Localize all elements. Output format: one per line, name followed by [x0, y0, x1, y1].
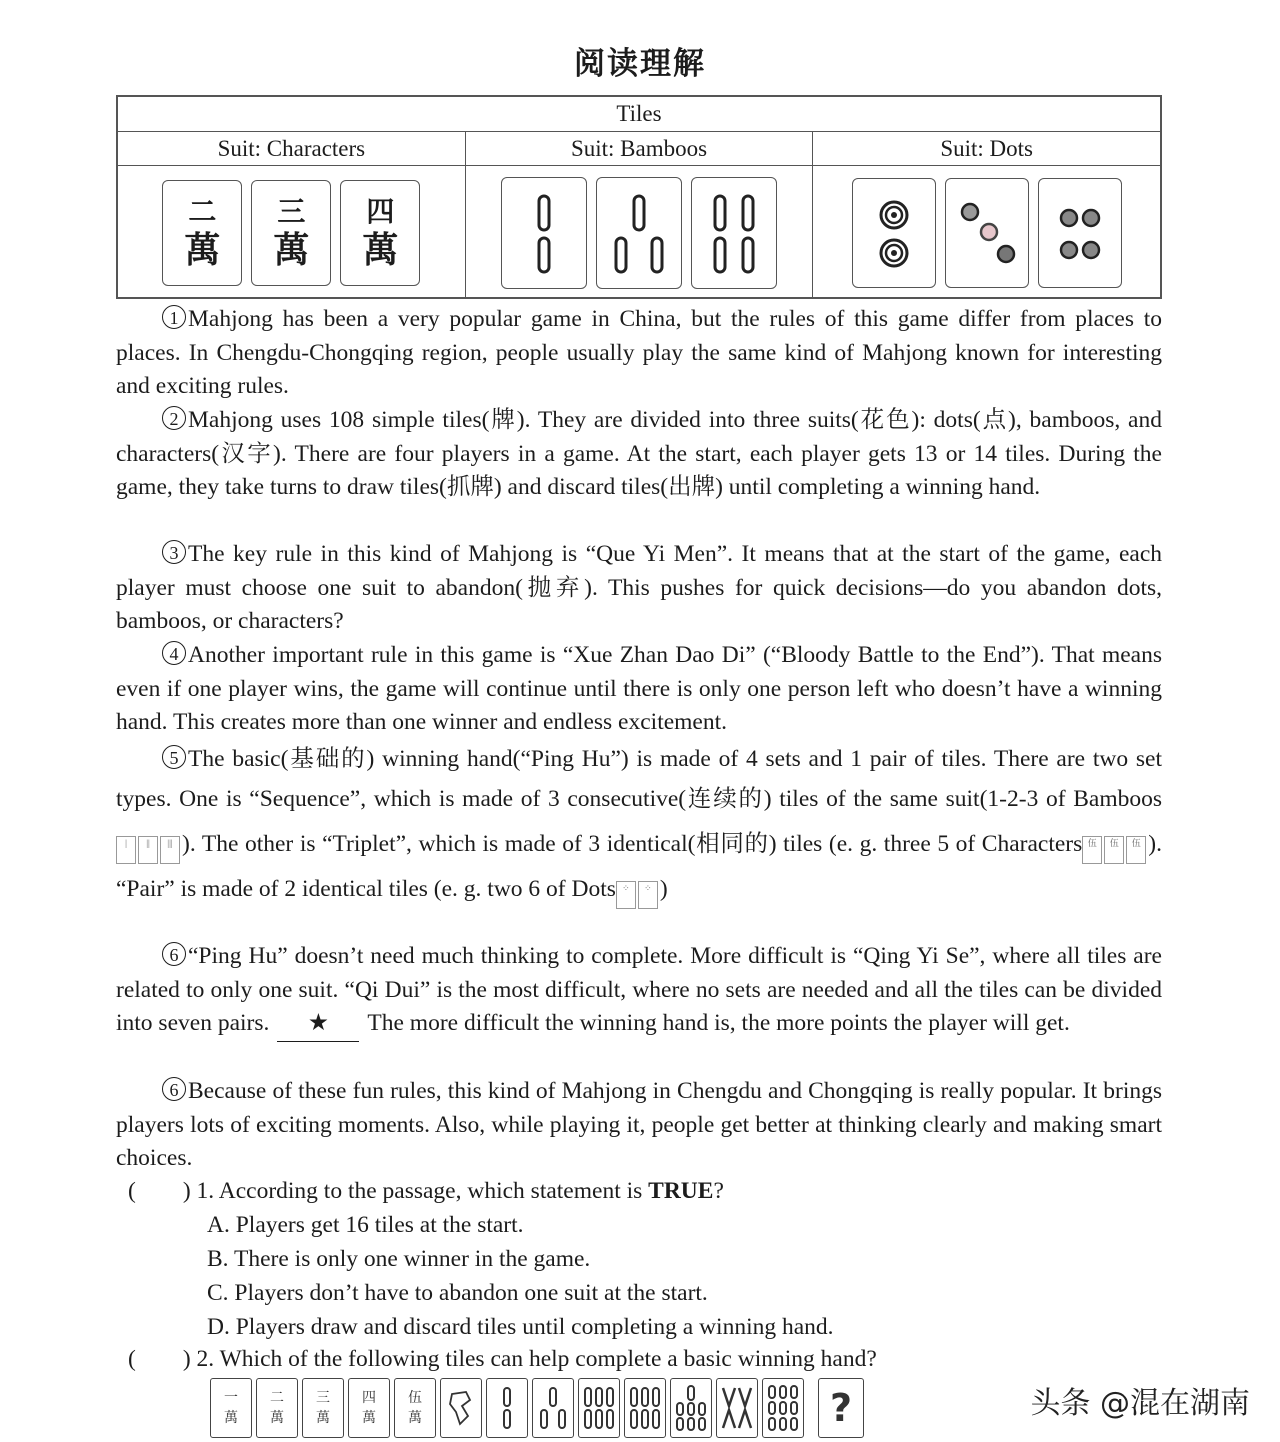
- bamboo-2-icon: [514, 188, 574, 278]
- suit-bamboos-label: Suit: Bamboos: [466, 132, 814, 165]
- option-b: B. There is only one winner in the game.: [207, 1246, 591, 1272]
- paragraph-7: 6 Because of these fun rules, this kind of Mahjong in Chengdu and Chongqing is really popular. It brings players lots of exciting moments. Also, while playing it, people get better at thinking clearly and making smart choices.: [116, 1078, 1162, 1171]
- choice-tile-2-characters[interactable]: 二 萬: [256, 1378, 298, 1438]
- dots-3-icon: [952, 188, 1022, 278]
- question-2: ( ) 2. Which of the following tiles can help complete a basic winning hand?: [128, 1346, 877, 1372]
- dot-tile-3: [945, 178, 1029, 288]
- bamboo-6-small-icon: [581, 1384, 617, 1432]
- bamboo-2-small-icon: [492, 1384, 522, 1432]
- answer-blank[interactable]: ★: [277, 1007, 359, 1042]
- page-title: 阅读理解: [574, 46, 706, 82]
- dot-tile-2: [852, 178, 936, 288]
- choice-tile-3-bamboos[interactable]: [532, 1378, 574, 1438]
- tiles-table: [116, 95, 1162, 299]
- option-a: A. Players get 16 tiles at the start.: [207, 1212, 524, 1238]
- choice-tile-5-characters[interactable]: 伍 萬: [394, 1378, 436, 1438]
- dots-2-icon: [864, 188, 924, 278]
- paragraph-3: 3 The key rule in this kind of Mahjong is “Que Yi Men”. It means that at the start of the game, each player must choose one suit to abandon(抛弃). This pushes for quick decisions—do you abandon dots, bamboos, or characters?: [116, 541, 1162, 634]
- character-tile-2: 二 萬: [162, 180, 242, 286]
- paragraph-2: 2 Mahjong uses 108 simple tiles(牌). They are divided into three suits(花色): dots(点), bamboos, and characters(汉字). There are four players in a game. At the start, each player gets 13 or 14 tiles. During the game, they take turns to draw tiles(抓牌) and discard tiles(出牌) until completing a winning hand.: [116, 407, 1162, 500]
- choice-tile-1-characters[interactable]: 一 萬: [210, 1378, 252, 1438]
- bamboo-9-small-icon: [765, 1384, 801, 1432]
- paragraph-6: 6 “Ping Hu” doesn’t need much thinking to complete. More difficult is “Qing Yi Se”, where all tiles are related to only one suit. “Qi Dui” is the most difficult, where no sets are needed and all the tiles can be divided into seven pairs. ★ The more difficult the winning hand is, the more points the player will get.: [116, 940, 1162, 1042]
- question-1: ( ) 1. According to the passage, which statement is TRUE?: [128, 1178, 724, 1204]
- paragraph-5: 5 The basic(基础的) winning hand(“Ping Hu”) is made of 4 sets and 1 pair of tiles. There are two set types. One is “Sequence”, which is made of 3 consecutive(连续的) tiles of the same suit(1-2-3 of Bamboos| || ||| ). The other is “Triplet”, which is made of 3 identical(相同的) tiles (e. g. three 5 of Characters 伍 伍 伍 ). “Pair” is made of 2 identical tiles (e. g. two 6 of Dots ⁘ ⁘ ): [116, 739, 1162, 909]
- suit-characters-label: Suit: Characters: [118, 132, 466, 165]
- bamboo-3-icon: [604, 188, 674, 278]
- watermark: 头条 @混在湖南: [1030, 1386, 1250, 1421]
- choice-tile-6-bamboos[interactable]: [578, 1378, 620, 1438]
- option-c: C. Players don’t have to abandon one suit at the start.: [207, 1280, 708, 1306]
- dot-pair-mini-tiles: ⁘ ⁘: [616, 864, 660, 909]
- bamboo-8-small-icon: [719, 1384, 755, 1432]
- character-tile-3: 三 萬: [251, 180, 331, 286]
- paragraph-1: 1 Mahjong has been a very popular game in China, but the rules of this game differ from places to places. In Chengdu-Chongqing region, people usually play the same kind of Mahjong known for interesting and exciting rules.: [116, 306, 1162, 399]
- choice-tile-9-bamboos[interactable]: [762, 1378, 804, 1438]
- choice-tile-4-characters[interactable]: 四 萬: [348, 1378, 390, 1438]
- bamboo-4-icon: [699, 188, 769, 278]
- bamboo-tile-2: [501, 177, 587, 289]
- choice-tile-2-bamboos[interactable]: [486, 1378, 528, 1438]
- character-tile-4: 四 萬: [340, 180, 420, 286]
- bird-icon: [446, 1386, 476, 1430]
- table-header: Tiles: [118, 97, 1160, 132]
- bamboo-6b-small-icon: [627, 1384, 663, 1432]
- bamboo-tiles: [466, 166, 814, 299]
- bamboo-3-small-icon: [536, 1384, 570, 1432]
- bamboo-7-small-icon: [673, 1384, 709, 1432]
- bamboo-tile-4: [691, 177, 777, 289]
- characters-tiles: [118, 166, 466, 299]
- dots-tiles: [813, 166, 1160, 299]
- question-mark-tile[interactable]: ?: [818, 1378, 864, 1438]
- suit-dots-label: Suit: Dots: [940, 136, 1034, 161]
- tile-choices: [210, 1378, 864, 1438]
- choice-tile-8-bamboos[interactable]: [716, 1378, 758, 1438]
- choice-tile-3-characters[interactable]: 三 萬: [302, 1378, 344, 1438]
- option-d: D. Players draw and discard tiles until completing a winning hand.: [207, 1314, 834, 1340]
- dot-tile-4: [1038, 178, 1122, 288]
- choice-tile-bird-bamboo[interactable]: [440, 1378, 482, 1438]
- choice-tile-7-bamboos[interactable]: [670, 1378, 712, 1438]
- bamboo-tile-3: [596, 177, 682, 289]
- paragraph-4: 4 Another important rule in this game is “Xue Zhan Dao Di” (“Bloody Battle to the End”). That means even if one player wins, the game will continue until there is only one person left who doesn’t have a winning hand. This creates more than one winner and endless excitement.: [116, 642, 1162, 735]
- bamboo-sequence-mini-tiles: | || |||: [116, 819, 182, 864]
- choice-tile-6b-bamboos[interactable]: [624, 1378, 666, 1438]
- character-triplet-mini-tiles: 伍 伍 伍: [1082, 819, 1148, 864]
- answer-bracket-2[interactable]: ( ): [128, 1346, 191, 1372]
- answer-bracket-1[interactable]: ( ): [128, 1178, 191, 1204]
- dots-4-icon: [1045, 188, 1115, 278]
